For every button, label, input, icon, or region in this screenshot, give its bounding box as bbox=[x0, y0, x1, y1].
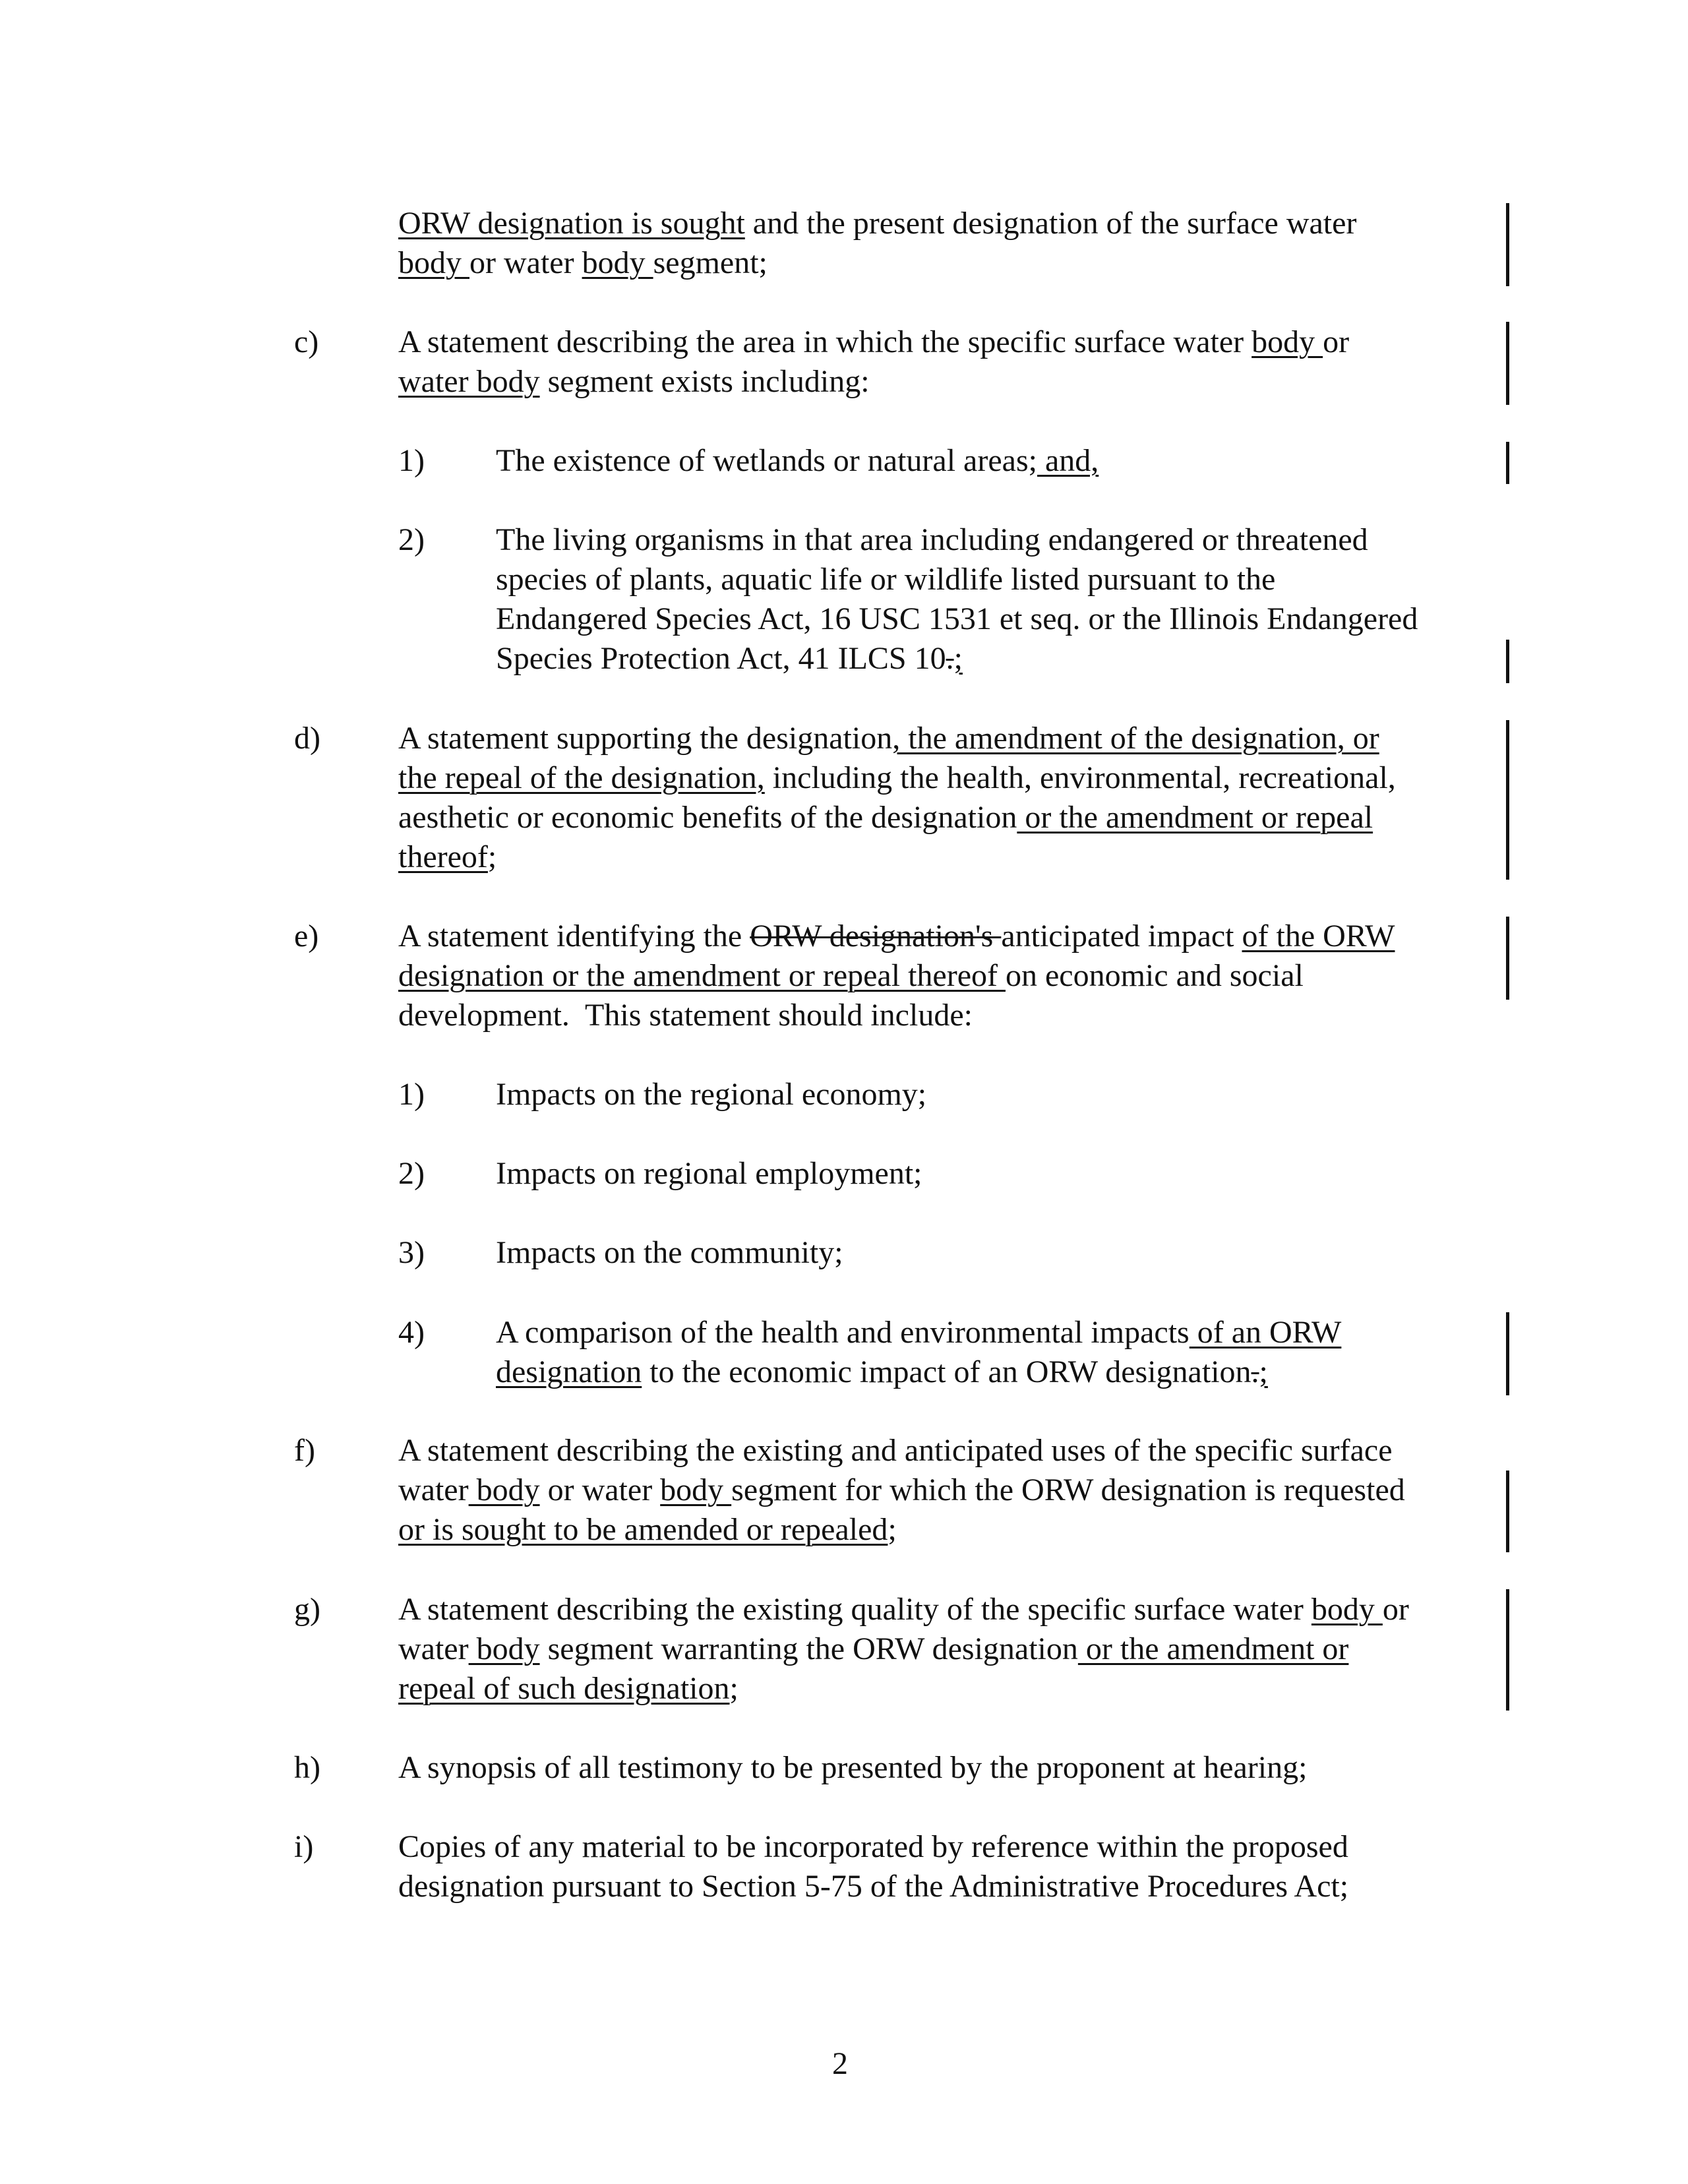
text-run: Impacts on the community; bbox=[496, 1235, 843, 1270]
text-run: ; bbox=[487, 839, 497, 874]
text-run: and the present designation of the surface water bbox=[744, 206, 1357, 241]
text-line bbox=[496, 599, 1418, 639]
item-label-c: c) bbox=[294, 324, 319, 359]
text-run: segment warranting the ORW designation bbox=[539, 1631, 1078, 1666]
text-run: designation pursuant to Section 5-75 of the Administrative Procedures Act; bbox=[398, 1869, 1349, 1904]
text-line bbox=[398, 719, 1396, 758]
revision-bar bbox=[1506, 322, 1509, 405]
text-run: species of plants, aquatic life or wildlife listed pursuant to the bbox=[496, 562, 1276, 597]
item-c2-text bbox=[496, 520, 1418, 679]
revision-bar bbox=[1506, 917, 1509, 1000]
item-label-c1: 1) bbox=[398, 443, 425, 478]
inserted-text: of an ORW bbox=[1189, 1315, 1342, 1350]
text-run: A statement describing the existing quality of the specific surface water bbox=[398, 1592, 1311, 1627]
item-c-text bbox=[398, 322, 1349, 402]
revision-bar bbox=[1506, 720, 1509, 880]
text-run: Endangered Species Act, 16 USC 1531 et seq. or the Illinois Endangered bbox=[496, 601, 1418, 636]
text-run: Copies of any material to be incorporated by reference within the proposed bbox=[398, 1829, 1348, 1864]
text-line bbox=[398, 917, 1395, 956]
continuation-paragraph bbox=[398, 204, 1356, 283]
inserted-text: body bbox=[468, 1631, 540, 1666]
text-run: water bbox=[398, 1472, 469, 1507]
text-line bbox=[398, 1590, 1409, 1629]
text-line bbox=[398, 1431, 1405, 1471]
text-run: segment exists including: bbox=[539, 364, 870, 399]
text-run: ; bbox=[729, 1671, 738, 1706]
text-run: A synopsis of all testimony to be presented by the proponent at hearing; bbox=[398, 1750, 1308, 1785]
text-line bbox=[398, 204, 1356, 243]
inserted-text: water body bbox=[398, 364, 540, 399]
item-e4-text bbox=[496, 1313, 1341, 1392]
text-line bbox=[398, 996, 1395, 1035]
inserted-text: , the amendment of the designation, or bbox=[892, 721, 1379, 756]
text-line bbox=[398, 1867, 1348, 1906]
text-line bbox=[398, 758, 1396, 798]
inserted-text: or is sought to be amended or repealed bbox=[398, 1512, 888, 1547]
text-line bbox=[496, 1233, 843, 1273]
text-line bbox=[496, 520, 1418, 560]
deleted-text: . bbox=[946, 641, 954, 676]
inserted-text: ; bbox=[953, 641, 963, 676]
inserted-text: body bbox=[582, 245, 653, 280]
text-line bbox=[496, 639, 1418, 679]
item-e1-text bbox=[496, 1075, 926, 1114]
inserted-text: or the amendment or repeal bbox=[1017, 800, 1373, 835]
item-e3-text bbox=[496, 1233, 843, 1273]
text-run: The existence of wetlands or natural areas; bbox=[496, 443, 1037, 478]
item-h-text bbox=[398, 1748, 1307, 1788]
inserted-text: body bbox=[398, 245, 469, 280]
text-run: aesthetic or economic benefits of the designation bbox=[398, 800, 1017, 835]
item-i-text bbox=[398, 1827, 1348, 1906]
inserted-text: designation or the amendment or repeal thereof bbox=[398, 958, 1006, 993]
text-run: Impacts on regional employment; bbox=[496, 1156, 922, 1191]
text-run: to the economic impact of an ORW designation bbox=[642, 1354, 1251, 1389]
text-run: or water bbox=[539, 1472, 661, 1507]
text-line bbox=[398, 322, 1349, 362]
text-run: water bbox=[398, 1631, 469, 1666]
revision-bar bbox=[1506, 442, 1509, 484]
text-run: or bbox=[1323, 324, 1350, 359]
inserted-text: or the amendment or bbox=[1077, 1631, 1349, 1666]
text-run: Impacts on the regional economy; bbox=[496, 1077, 927, 1112]
revision-bar bbox=[1506, 203, 1509, 286]
text-run: The living organisms in that area including endangered or threatened bbox=[496, 522, 1368, 557]
text-run: Species Protection Act, 41 ILCS 10 bbox=[496, 641, 946, 676]
inserted-text: designation bbox=[496, 1354, 642, 1389]
text-line bbox=[496, 1313, 1341, 1352]
inserted-text: repeal of such designation bbox=[398, 1671, 730, 1706]
item-label-h: h) bbox=[294, 1750, 320, 1785]
text-run: A statement describing the existing and anticipated uses of the specific surface bbox=[398, 1433, 1393, 1468]
text-run: A statement describing the area in which the specific surface water bbox=[398, 324, 1252, 359]
text-run: ; bbox=[888, 1512, 897, 1547]
text-line bbox=[398, 1629, 1409, 1669]
revision-bar bbox=[1506, 1312, 1509, 1395]
deleted-text: ORW designation's bbox=[750, 919, 1002, 954]
text-line bbox=[398, 798, 1396, 837]
item-e-text bbox=[398, 917, 1395, 1035]
item-label-c2: 2) bbox=[398, 522, 425, 557]
text-line bbox=[398, 1510, 1405, 1550]
text-line bbox=[398, 243, 1356, 283]
text-run: or water bbox=[469, 245, 582, 280]
text-line bbox=[496, 1352, 1341, 1392]
text-run: segment for which the ORW designation is requested bbox=[731, 1472, 1405, 1507]
text-run: on economic and social bbox=[1005, 958, 1304, 993]
inserted-text: of the ORW bbox=[1242, 919, 1395, 954]
text-run: including the health, environmental, recreational, bbox=[764, 760, 1396, 795]
item-label-e1: 1) bbox=[398, 1077, 425, 1112]
item-label-f: f) bbox=[294, 1433, 315, 1468]
text-run: or bbox=[1382, 1592, 1409, 1627]
item-label-e4: 4) bbox=[398, 1315, 425, 1350]
text-run: A comparison of the health and environmental impacts bbox=[496, 1315, 1190, 1350]
text-run: segment; bbox=[653, 245, 768, 280]
deleted-text: . bbox=[1251, 1354, 1259, 1389]
text-run: A statement identifying the bbox=[398, 919, 750, 954]
text-run: development. This statement should include: bbox=[398, 998, 973, 1033]
text-line bbox=[398, 1748, 1307, 1788]
text-line bbox=[398, 1669, 1409, 1709]
item-d-text bbox=[398, 719, 1396, 877]
text-line bbox=[398, 1471, 1405, 1510]
inserted-text: ; bbox=[1259, 1354, 1268, 1389]
inserted-text: body bbox=[660, 1472, 732, 1507]
text-run: anticipated impact bbox=[1001, 919, 1242, 954]
text-line bbox=[398, 1827, 1348, 1867]
revision-bar bbox=[1506, 640, 1509, 683]
text-line bbox=[496, 1075, 926, 1114]
revision-bar bbox=[1506, 1471, 1509, 1552]
item-label-e: e) bbox=[294, 919, 319, 954]
text-line bbox=[496, 560, 1418, 599]
inserted-text: and, bbox=[1037, 443, 1099, 478]
text-line bbox=[398, 362, 1349, 402]
item-label-e3: 3) bbox=[398, 1235, 425, 1270]
inserted-text: ORW designation is sought bbox=[398, 206, 745, 241]
text-run: A statement supporting the designation bbox=[398, 721, 893, 756]
item-g-text bbox=[398, 1590, 1409, 1709]
item-e2-text bbox=[496, 1154, 922, 1194]
text-line bbox=[496, 1154, 922, 1194]
inserted-text: body bbox=[1251, 324, 1323, 359]
item-label-e2: 2) bbox=[398, 1156, 425, 1191]
inserted-text: the repeal of the designation, bbox=[398, 760, 765, 795]
inserted-text: body bbox=[1311, 1592, 1383, 1627]
page-number: 2 bbox=[832, 2046, 848, 2081]
text-line bbox=[496, 441, 1099, 481]
inserted-text: body bbox=[468, 1472, 540, 1507]
item-c1-text bbox=[496, 441, 1099, 481]
text-line bbox=[398, 956, 1395, 996]
revision-bar bbox=[1506, 1589, 1509, 1711]
item-label-g: g) bbox=[294, 1592, 320, 1627]
text-line bbox=[398, 837, 1396, 877]
item-label-i: i) bbox=[294, 1829, 314, 1864]
item-label-d: d) bbox=[294, 721, 320, 756]
item-f-text bbox=[398, 1431, 1405, 1550]
inserted-text: thereof bbox=[398, 839, 488, 874]
